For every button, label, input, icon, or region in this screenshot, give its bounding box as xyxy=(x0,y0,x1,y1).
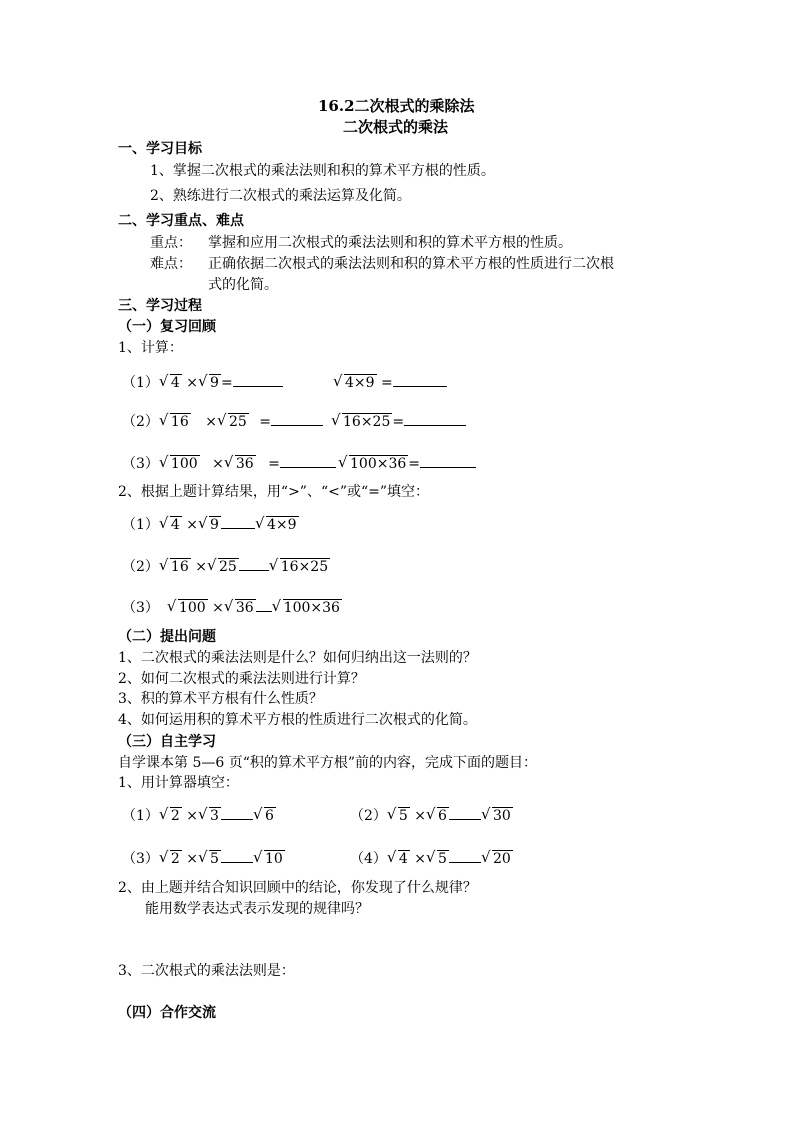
sqrt-expression: √ 20 xyxy=(483,850,513,868)
sqrt-expression: √ 30 xyxy=(483,807,513,825)
sqrt-expression: √ 16×25 xyxy=(271,558,330,576)
item-number: （4） xyxy=(350,851,387,867)
review-question-1: 1、计算： xyxy=(118,340,183,356)
compare-row: （3）√ 100 ×√ 36√ 100×36 xyxy=(122,597,342,617)
section-heading-process: 三、学习过程 xyxy=(118,298,202,314)
difficulty-text: 正确依据二次根式的乘法法则和积的算术平方根的性质进行二次根 xyxy=(208,256,614,272)
sqrt-expression: √ 16 xyxy=(161,413,191,431)
review-question-2: 2、根据上题计算结果，用“>”、“<”或“=”填空： xyxy=(118,484,430,500)
self-study-question-1: 1、用计算器填空： xyxy=(118,775,239,791)
fill-blank[interactable] xyxy=(221,805,253,820)
sqrt-expression: √ 9 xyxy=(200,374,221,392)
problem-item: 2、如何二次根式的乘法法则进行计算？ xyxy=(118,671,365,687)
subsection-cooperation: （四）合作交流 xyxy=(118,1005,216,1021)
sqrt-expression: √ 2 xyxy=(161,807,182,825)
calc-row: （3）√ 100 ×√ 36 = xyxy=(122,453,336,473)
item-number: （3） xyxy=(122,456,159,472)
sqrt-expression: √ 4×9 xyxy=(257,516,299,534)
page-subtitle: 二次根式的乘法 xyxy=(343,118,449,136)
problem-item: 3、积的算术平方根有什么性质？ xyxy=(118,691,323,707)
compare-blank[interactable] xyxy=(256,597,272,612)
fill-row: （4）√ 4 ×√ 5√ 20 xyxy=(350,848,513,868)
answer-blank[interactable] xyxy=(233,372,283,387)
sqrt-expression: √ 100×36 xyxy=(340,455,408,473)
goal-item: 1、掌握二次根式的乘法法则和积的算术平方根的性质。 xyxy=(150,163,495,179)
sqrt-expression: √ 4 xyxy=(161,516,182,534)
fill-blank[interactable] xyxy=(449,848,481,863)
answer-blank[interactable] xyxy=(404,411,466,426)
calc-row-right: √ 16×25 = xyxy=(331,411,466,431)
subsection-self-study: （三）自主学习 xyxy=(118,734,216,750)
sqrt-expression: √ 2 xyxy=(161,850,182,868)
sqrt-expression: √ 6 xyxy=(255,807,276,825)
sqrt-expression: √ 5 xyxy=(200,850,221,868)
problem-item: 1、二次根式的乘法法则是什么？如何归纳出这一法则的？ xyxy=(118,650,477,666)
page-title: 16.2二次根式的乘除法 xyxy=(318,97,475,115)
sqrt-expression: √ 3 xyxy=(200,807,221,825)
difficulty-label: 难点： xyxy=(150,256,192,272)
calc-row: （2）√ 16 ×√ 25 = xyxy=(122,411,323,431)
subsection-problems: （二）提出问题 xyxy=(118,629,216,645)
self-study-question-3: 3、二次根式的乘法法则是： xyxy=(118,963,295,979)
sqrt-expression: √ 100 xyxy=(169,599,208,617)
key-text: 掌握和应用二次根式的乘法法则和积的算术平方根的性质。 xyxy=(208,235,572,251)
calc-row: （1）√ 4 ×√ 9 = xyxy=(122,372,283,392)
sqrt-expression: √ 4 xyxy=(389,850,410,868)
sqrt-expression: √ 6 xyxy=(428,807,449,825)
item-number: （2） xyxy=(122,559,159,575)
subsection-review: （一）复习回顾 xyxy=(118,319,216,335)
fill-blank[interactable] xyxy=(221,848,253,863)
self-study-intro: 自学课本第 5—6 页“积的算术平方根”前的内容，完成下面的题目： xyxy=(118,755,538,771)
fill-row: （1）√ 2 ×√ 3√ 6 xyxy=(122,805,276,825)
compare-row: （2）√ 16 ×√ 25√ 16×25 xyxy=(122,556,330,576)
section-heading-goals: 一、学习目标 xyxy=(118,141,202,157)
sqrt-expression: √ 25 xyxy=(219,413,249,431)
item-number: （3） xyxy=(122,600,159,616)
sqrt-expression: √ 4×9 xyxy=(335,374,377,392)
sqrt-expression: √ 100 xyxy=(161,455,200,473)
sqrt-expression: √ 36 xyxy=(226,455,256,473)
self-study-question-2-cont: 能用数学表达式表示发现的规律吗？ xyxy=(145,901,369,917)
fill-blank[interactable] xyxy=(449,805,481,820)
item-number: （1） xyxy=(122,808,159,824)
sqrt-expression: √ 16×25 xyxy=(333,413,392,431)
sqrt-expression: √ 25 xyxy=(209,558,239,576)
fill-row: （2）√ 5 ×√ 6√ 30 xyxy=(350,805,513,825)
calc-row-right: √ 100×36 = xyxy=(338,453,476,473)
goal-item: 2、熟练进行二次根式的乘法运算及化简。 xyxy=(150,188,411,204)
sqrt-expression: √ 5 xyxy=(389,807,410,825)
item-number: （2） xyxy=(122,414,159,430)
sqrt-expression: √ 9 xyxy=(200,516,221,534)
key-label: 重点： xyxy=(150,235,192,251)
answer-blank[interactable] xyxy=(420,453,476,468)
problem-item: 4、如何运用积的算术平方根的性质进行二次根式的化简。 xyxy=(118,712,477,728)
self-study-question-2: 2、由上题并结合知识回顾中的结论，你发现了什么规律？ xyxy=(118,880,477,896)
answer-blank[interactable] xyxy=(393,372,447,387)
item-number: （1） xyxy=(122,375,159,391)
sqrt-expression: √ 5 xyxy=(428,850,449,868)
calc-row-right: √ 4×9 = xyxy=(333,372,447,392)
item-number: （3） xyxy=(122,851,159,867)
item-number: （2） xyxy=(350,808,387,824)
fill-row: （3）√ 2 ×√ 5√ 10 xyxy=(122,848,285,868)
difficulty-text-cont: 式的化简。 xyxy=(208,277,278,293)
sqrt-expression: √ 36 xyxy=(226,599,256,617)
answer-blank[interactable] xyxy=(280,453,336,468)
section-heading-key-points: 二、学习重点、难点 xyxy=(118,213,244,229)
item-number: （1） xyxy=(122,517,159,533)
sqrt-expression: √ 16 xyxy=(161,558,191,576)
sqrt-expression: √ 4 xyxy=(161,374,182,392)
compare-blank[interactable] xyxy=(239,556,269,571)
sqrt-expression: √ 100×36 xyxy=(274,599,342,617)
compare-row: （1）√ 4 ×√ 9√ 4×9 xyxy=(122,514,299,534)
compare-blank[interactable] xyxy=(221,514,255,529)
answer-blank[interactable] xyxy=(271,411,323,426)
sqrt-expression: √ 10 xyxy=(255,850,285,868)
